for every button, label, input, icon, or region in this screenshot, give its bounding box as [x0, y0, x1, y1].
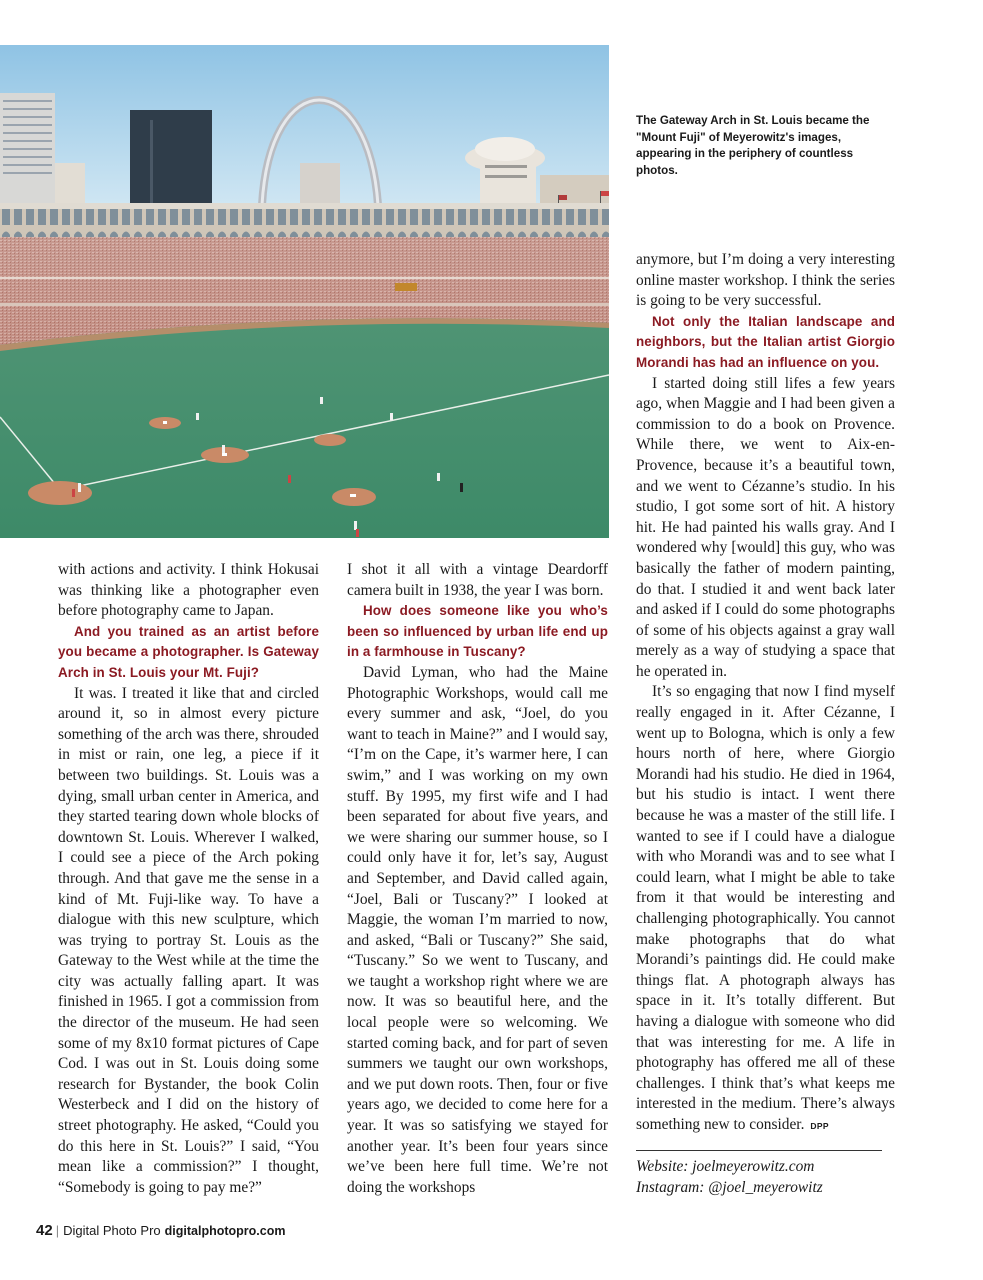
magazine-url: digitalphotopro.com — [164, 1224, 286, 1238]
paragraph: anymore, but I’m doing a very interesting online master workshop. I think the series is going to be very successful. — [636, 251, 895, 310]
instagram-credit: Instagram: @joel_meyerowitz — [636, 1178, 823, 1196]
stadium-photo — [0, 45, 609, 538]
text-column-1 — [58, 560, 319, 1198]
text-column-2 — [347, 560, 608, 1198]
paragraph: with actions and activity. I think Hokusai was thinking like a photographer even before photography came to Japan. — [58, 561, 319, 620]
paragraph: I started doing still lifes a few years ago, when Maggie and I had been given a commission to do a book on Provence. While there, we went to Aix-en-Provence, because it’s a beautiful town, and we went to Cézanne’s studio. In his studio, I got some sort of hit. A history hit. He had painted his walls gray. And I wondered why [would] this guy, who was basically the father of modern painting, do that. I studied it and went back later and asked if I could do some photographs of some of his objects against a gray wall merely as a way of studying a space that he operated in. — [636, 374, 895, 680]
interview-question: And you trained as an artist before you became a photographer. Is Gateway Arch in St. Louis your Mt. Fuji? — [58, 623, 319, 680]
interview-question: Not only the Italian landscape and neighbors, but the Italian artist Giorgio Morandi has had an influence on you. — [636, 313, 895, 370]
page-number: 42 — [36, 1222, 53, 1239]
credits — [636, 1157, 896, 1198]
paragraph: David Lyman, who had the Maine Photographic Workshops, would call me every summer and ask, “Joel, do you want to teach in Maine?” and I would say, “I’m on the Cape, it’s warmer here, I can swim,” and I was working on my own stuff. By 1995, my first wife and I had been separated for about five years, and we were sharing our summer house, so I could only have it for, let’s say, August and September, and David called again, “Joel, Bali or Tuscany?” I looked at Maggie, the woman I’m married to now, and asked, “Bali or Tuscany?” She said, “Tuscany.” So we went to Tuscany, and we taught a workshop right where we are now. It was so beautiful here, and the local people were so welcoming. We started coming back, and for part of seven summers we taught our own workshops, and we put down roots. Then, four or five years ago, we decided to come here for a year. It was so satisfying we stayed for another year. It’s been four years since we’ve been here full time. We’re not doing the workshops — [347, 663, 608, 1196]
end-mark: DPP — [810, 1120, 829, 1131]
interview-question: How does someone like you who’s been so influenced by urban life end up in a farmhouse in Tuscany? — [347, 603, 608, 660]
footer-separator: | — [55, 1223, 60, 1238]
magazine-name: Digital Photo Pro — [63, 1223, 161, 1238]
paragraph — [636, 682, 895, 1136]
credits-divider — [636, 1150, 882, 1151]
photo-caption: The Gateway Arch in St. Louis became the "Mount Fuji" of Meyerowitz's images, appearing in the periphery of countless photos. — [636, 114, 870, 177]
website-credit: Website: joelmeyerowitz.com — [636, 1158, 815, 1175]
paragraph-text: It’s so engaging that now I find myself really engaged in it. After Cézanne, I went up to Bologna, which is only a few hours north of here, where Giorgio Morandi had his studio. He died in 1964, but his studio is intact. I went there because he was a master of the still life. I wanted to see if I could have a dialogue with who Morandi was and to see what I could learn, what I might be able to take from it that would be interesting and challenging photographically. You cannot make photographs that do what Morandi’s paintings did. He could make things flat. A photograph always has space in it. It’s totally different. But having a dialogue with someone who did that was interesting for me. A life in photography has offered me all of these challenges. I think that’s what keeps me interested in the medium. There’s always something new to consider. — [636, 683, 895, 1133]
paragraph: I shot it all with a vintage Deardorff camera built in 1938, the year I was born. — [347, 561, 608, 599]
page-footer — [36, 1222, 285, 1239]
text-column-3 — [636, 250, 895, 1137]
paragraph: It was. I treated it like that and circled around it, so in almost every picture something of the arch was there, shrouded in mist or rain, one leg, a piece if it between two buildings. St. Louis was a dying, small urban center in America, and they started tearing down whole blocks of downtown St. Louis. Wherever I walked, I could see a piece of the Arch poking through. And that gave me the sense in a kind of Mt. Fuji-like way. To have a dialogue with this new sculpture, which was trying to portray St. Louis as the Gateway to the West while at the time the city was actually falling apart. It was finished in 1965. I got a commission from the director of the museum. He had seen some of my 8x10 format pictures of Cape Cod. I was out in St. Louis doing some research for Bystander, the book Colin Westerbeck and I did on the history of street photography. He asked, “Could you do this here in St. Louis?” I said, “You mean like a commission?” I thought, “Somebody is going to pay me?” — [58, 684, 319, 1196]
